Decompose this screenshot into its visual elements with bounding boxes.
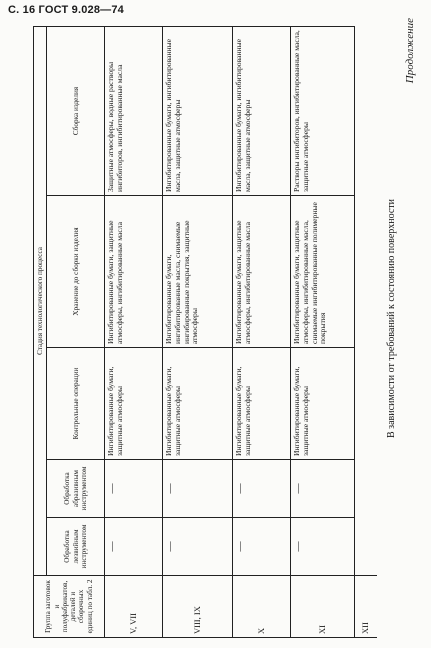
cell-assembly: Защитные атмосферы, водные растворы ингибиторов, ингибитированные масла [105, 27, 163, 196]
cell-cut: — [105, 518, 163, 576]
row-group: X [233, 576, 291, 638]
cell-storage: Ингибитированные бумаги, защитные атмосферы, ингибитированные масла, снимаемые ингибитированные полимерные покрытия [291, 196, 355, 348]
running-head: С. 16 ГОСТ 9.028—74 [8, 4, 125, 16]
table-row [233, 27, 291, 638]
cell-cut: — [163, 518, 233, 576]
footnote-cell [355, 27, 377, 576]
row-group: VIII, IX [163, 576, 233, 638]
cell-assembly: Ингибитированные бумаги, ингибитированные масла, защитные атмосферы [233, 27, 291, 196]
col-header-stage: Стадия технологического процесса [34, 27, 47, 576]
cell-cut: — [291, 518, 355, 576]
header-row-top [34, 27, 47, 638]
cell-control: Ингибитированные бумаги, защитные атмосферы [291, 348, 355, 460]
table-row [291, 27, 355, 638]
cell-storage: Ингибитированные бумаги, защитные атмосферы, ингибитированные масла [105, 196, 163, 348]
footnote: В зависимости от требований к состоянию поверхности [386, 198, 397, 438]
cell-assembly: Растворы ингибиторов, ингибитированные масла, защитные атмосферы [291, 27, 355, 196]
cell-storage: Ингибитированные бумаги, защитные атмосферы, ингибитированные масла [233, 196, 291, 348]
cell-control: Ингибитированные бумаги, защитные атмосферы [163, 348, 233, 460]
rotated-page-content [0, 8, 431, 648]
table-row [163, 27, 233, 638]
header-row-sub [47, 27, 105, 638]
continuation-label: Продолжение [404, 18, 416, 84]
col-header-group: Группа заготовок и полуфабрикатов, деталей и сборочных единиц по табл. 2 [34, 576, 105, 638]
col-header-cut: Обработка лезвийным инструментом [47, 518, 105, 576]
technology-table [33, 26, 377, 638]
col-header-storage: Хранение до сборки изделия [47, 196, 105, 348]
table-row [105, 27, 163, 638]
cell-abrasive: — [105, 460, 163, 518]
cell-abrasive: — [233, 460, 291, 518]
cell-control: Ингибитированные бумаги, защитные атмосферы [233, 348, 291, 460]
cell-storage: Ингибитированные бумаги, ингибитированные масла, снимаемые ингибированные покрытия, защитные атмосферы [163, 196, 233, 348]
cell-abrasive: — [163, 460, 233, 518]
row-group: XII [355, 576, 377, 638]
cell-control: Ингибитированные бумаги, защитные атмосферы [105, 348, 163, 460]
col-header-abrasive: Обработка абразивным инструментом [47, 460, 105, 518]
cell-cut: — [233, 518, 291, 576]
col-header-assembly: Сборка изделия [47, 27, 105, 196]
cell-assembly: Ингибитированные бумаги, ингибитированные масла, защитные атмосферы [163, 27, 233, 196]
col-header-control: Контрольные операции [47, 348, 105, 460]
cell-abrasive: — [291, 460, 355, 518]
row-group: V, VII [105, 576, 163, 638]
table-row [355, 27, 377, 638]
row-group: XI [291, 576, 355, 638]
